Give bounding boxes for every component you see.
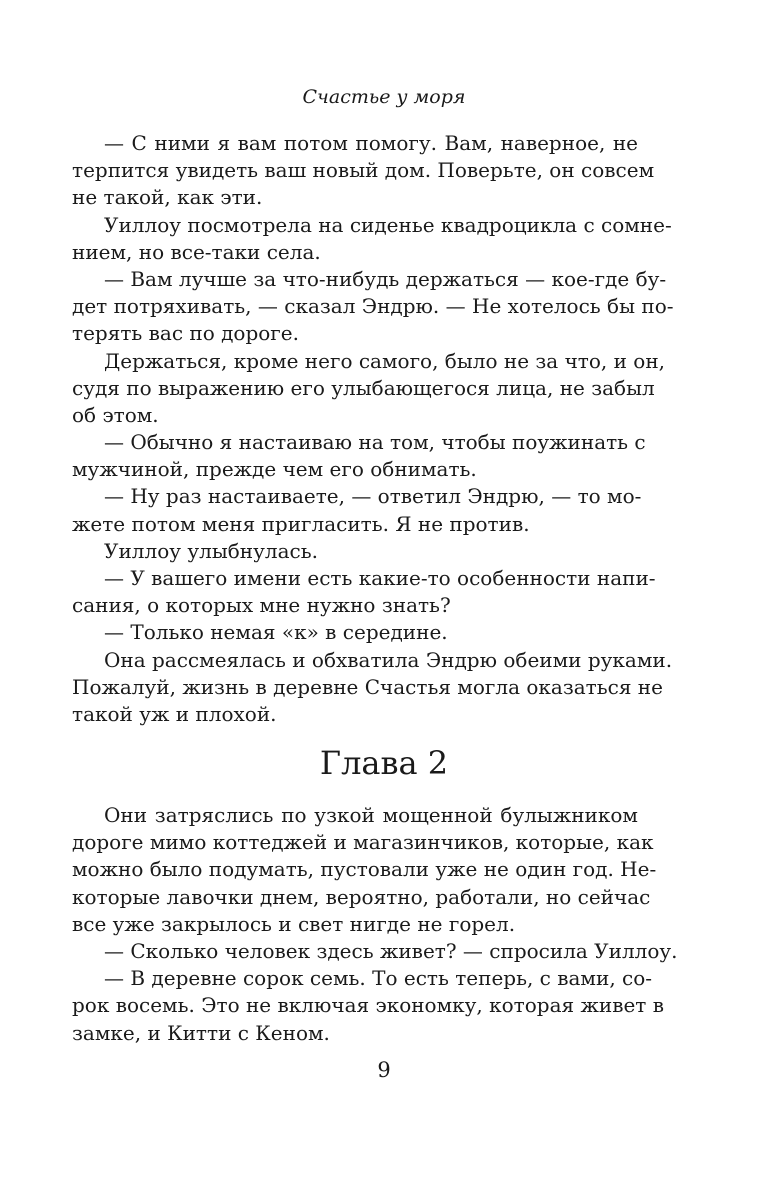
text-line: — У вашего имени есть какие-то особенности напи- (104, 566, 656, 590)
body-text-section-2 (72, 802, 678, 1047)
text-line: Они затряслись по узкой мощенной булыжником (104, 803, 638, 827)
text-line: рок восемь. Это не включая экономку, которая живет в (72, 993, 664, 1018)
text-line: Пожалуй, жизнь в деревне Счастья могла оказаться не (72, 674, 663, 699)
text-line: судя по выражению его улыбающегося лица, не забыл (72, 375, 655, 400)
text-line: Держаться, кроме него самого, было не за что, и он, (104, 348, 666, 373)
text-line: дороге мимо коттеджей и магазинчиков, которые, как (72, 830, 654, 855)
text-line: не такой, как эти. (72, 185, 263, 210)
text-line: замке, и Китти с Кеном. (72, 1020, 330, 1045)
body-text-section-1 (72, 130, 674, 728)
text-line: такой уж и плохой. (72, 701, 277, 726)
text-line: — Сколько человек здесь живет? — спросила Уиллоу. (104, 938, 678, 963)
text-line: — Вам лучше за что-нибудь держаться — кое-где бу- (104, 266, 667, 291)
text-line: — С ними я вам потом помогу. Вам, наверное, не (104, 131, 638, 155)
running-head: Счастье у моря (302, 86, 466, 108)
text-line: об этом. (72, 402, 159, 427)
text-line: все уже закрылось и свет нигде не горел. (72, 911, 516, 936)
text-line: сания, о которых мне нужно знать? (72, 593, 451, 618)
text-line: дет потряхивать, — сказал Эндрю. — Не хотелось бы по- (72, 294, 674, 319)
text-line: — Только немая «к» в середине. (104, 620, 448, 645)
text-line: терпится увидеть ваш новый дом. Поверьте, он совсем (72, 158, 655, 183)
text-line: Уиллоу улыбнулась. (104, 538, 318, 563)
text-line: — В деревне сорок семь. То есть теперь, с вами, со- (104, 966, 653, 991)
text-line: мужчиной, прежде чем его обнимать. (72, 457, 477, 482)
text-line: нием, но все-таки села. (72, 239, 321, 264)
text-line: Уиллоу посмотрела на сиденье квадроцикла с сомне- (104, 212, 672, 237)
text-line: которые лавочки днем, вероятно, работали, но сейчас (72, 884, 651, 909)
text-line: терять вас по дороге. (72, 321, 299, 346)
page-number: 9 (377, 1058, 391, 1082)
chapter-title: Глава 2 (319, 744, 449, 782)
text-line: Она рассмеялась и обхватила Эндрю обеими руками. (104, 647, 673, 672)
text-line: — Обычно я настаиваю на том, чтобы поужинать с (104, 430, 646, 455)
text-line: можно было подумать, пустовали уже не один год. Не- (72, 857, 657, 882)
text-line: — Ну раз настаиваете, — ответил Эндрю, — то мо- (104, 484, 642, 509)
text-line: жете потом меня пригласить. Я не против. (72, 511, 530, 536)
